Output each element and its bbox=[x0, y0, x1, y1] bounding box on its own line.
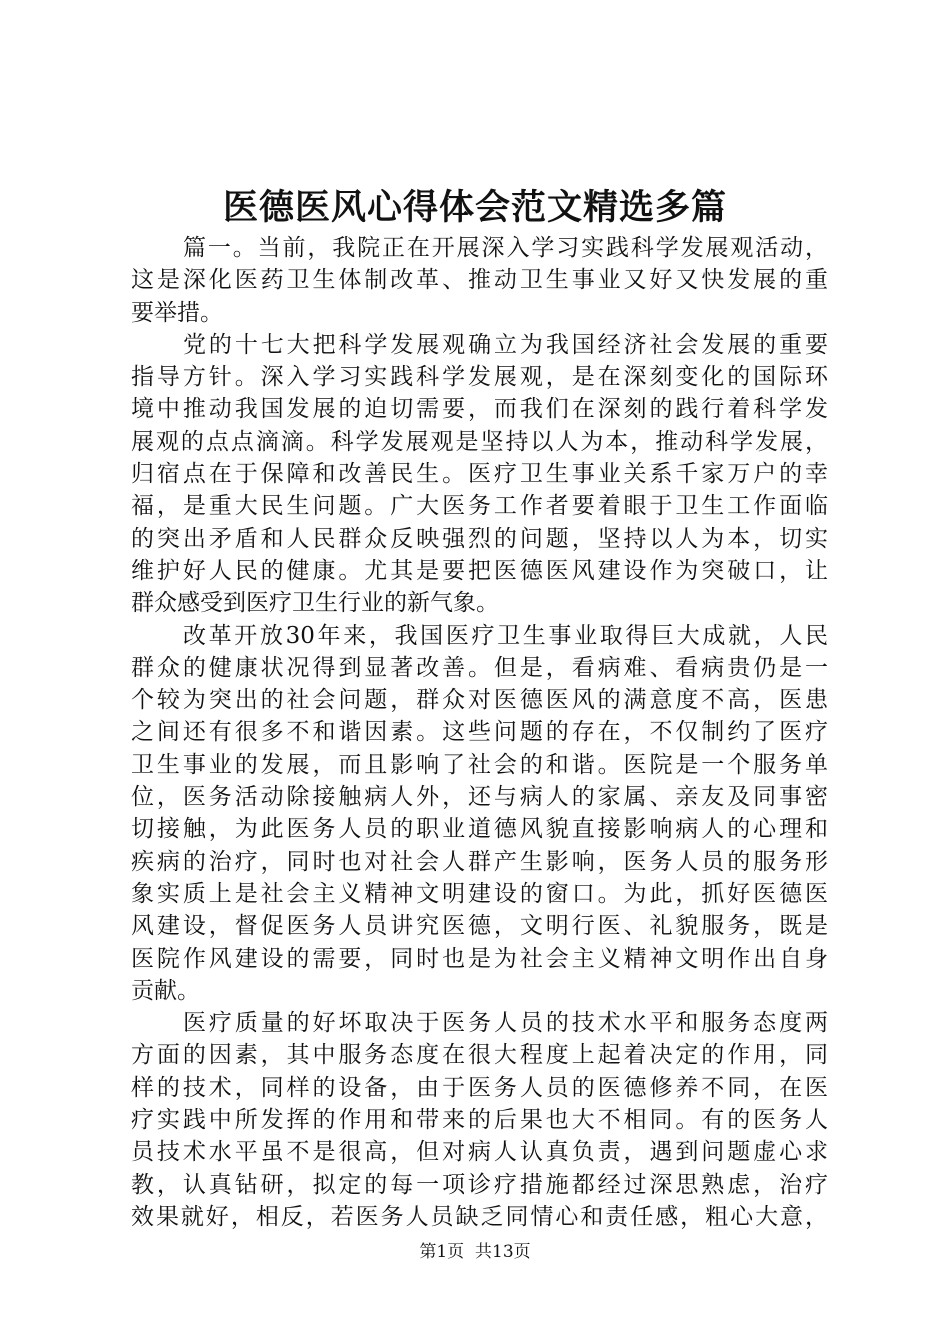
page-footer bbox=[0, 1240, 950, 1264]
text-line: 位，医务活动除接触病人外，还与病人的家属、亲友及同事密 bbox=[131, 784, 828, 811]
text-line: 要举措。 bbox=[131, 299, 223, 326]
text-line: 效果就好，相反，若医务人员缺乏同情心和责任感，粗心大意， bbox=[131, 1203, 828, 1230]
text-line: 群众感受到医疗卫生行业的新气象。 bbox=[131, 590, 499, 617]
text-line: 归宿点在于保障和改善民生。医疗卫生事业关系千家万户的幸 bbox=[131, 461, 828, 488]
text-line: 的突出矛盾和人民群众反映强烈的问题，坚持以人为本，切实 bbox=[131, 525, 828, 552]
page-number: 第1页 bbox=[419, 1242, 465, 1262]
text-line: 教，认真钻研，拟定的每一项诊疗措施都经过深思熟虑，治疗 bbox=[131, 1171, 828, 1198]
text-line: 医疗质量的好坏取决于医务人员的技术水平和服务态度两 bbox=[183, 1010, 828, 1037]
text-line: 卫生事业的发展，而且影响了社会的和谐。医院是一个服务单 bbox=[131, 751, 828, 778]
text-line: 维护好人民的健康。尤其是要把医德医风建设作为突破口，让 bbox=[131, 557, 828, 584]
text-line: 疾病的治疗，同时也对社会人群产生影响，医务人员的服务形 bbox=[131, 848, 828, 875]
text-line: 党的十七大把科学发展观确立为我国经济社会发展的重要 bbox=[183, 331, 828, 358]
text-line: 展观的点点滴滴。科学发展观是坚持以人为本，推动科学发展， bbox=[131, 428, 828, 455]
text-line: 风建设，督促医务人员讲究医德，文明行医、礼貌服务，既是 bbox=[131, 913, 828, 940]
text-line: 之间还有很多不和谐因素。这些问题的存在，不仅制约了医疗 bbox=[131, 719, 828, 746]
text-line: 个较为突出的社会问题，群众对医德医风的满意度不高，医患 bbox=[131, 687, 828, 714]
document-body bbox=[131, 232, 828, 1233]
text-line: 福，是重大民生问题。广大医务工作者要着眼于卫生工作面临 bbox=[131, 493, 828, 520]
text-line: 方面的因素，其中服务态度在很大程度上起着决定的作用，同 bbox=[131, 1042, 828, 1069]
text-line: 改革开放30年来，我国医疗卫生事业取得巨大成就，人民 bbox=[183, 622, 828, 649]
page-total: 共13页 bbox=[475, 1242, 531, 1262]
text-line: 样的技术，同样的设备，由于医务人员的医德修养不同，在医 bbox=[131, 1074, 828, 1101]
text-line: 指导方针。深入学习实践科学发展观，是在深刻变化的国际环 bbox=[131, 364, 828, 391]
text-line: 境中推动我国发展的迫切需要，而我们在深刻的践行着科学发 bbox=[131, 396, 828, 423]
text-line: 切接触，为此医务人员的职业道德风貌直接影响病人的心理和 bbox=[131, 816, 828, 843]
footer-spacer bbox=[464, 1242, 475, 1262]
text-line: 员技术水平虽不是很高，但对病人认真负责，遇到问题虚心求 bbox=[131, 1139, 828, 1166]
document-title: 医德医风心得体会范文精选多篇 bbox=[222, 187, 727, 228]
text-line: 篇一。当前，我院正在开展深入学习实践科学发展观活动， bbox=[183, 235, 828, 261]
text-line: 象实质上是社会主义精神文明建设的窗口。为此，抓好医德医 bbox=[131, 880, 828, 907]
text-line: 这是深化医药卫生体制改革、推动卫生事业又好又快发展的重 bbox=[131, 267, 828, 294]
text-line: 疗实践中所发挥的作用和带来的后果也大不相同。有的医务人 bbox=[131, 1107, 828, 1134]
text-line: 贡献。 bbox=[131, 977, 200, 1004]
text-line: 群众的健康状况得到显著改善。但是，看病难、看病贵仍是一 bbox=[131, 654, 828, 681]
text-line: 医院作风建设的需要，同时也是为社会主义精神文明作出自身 bbox=[131, 945, 828, 972]
